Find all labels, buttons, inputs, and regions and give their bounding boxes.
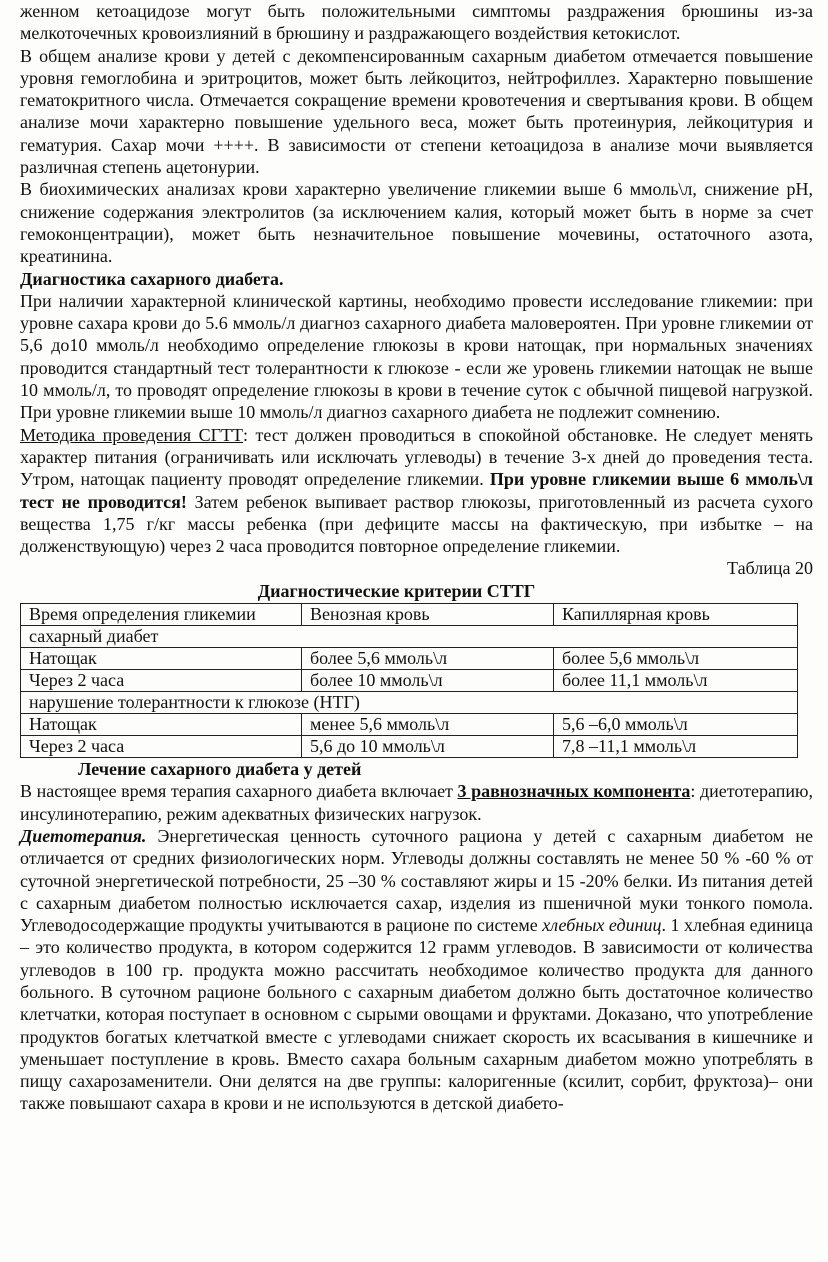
table-cell: менее 5,6 ммоль\л <box>302 714 554 736</box>
table-cell: Через 2 часа <box>21 670 302 692</box>
method-label: Методика проведения СГТТ <box>20 424 244 445</box>
treatment-text-1: В настоящее время терапия сахарного диабета включает <box>20 781 458 802</box>
table-row <box>21 736 798 758</box>
table-group-row <box>21 692 798 714</box>
header-cell: Время определения гликемии <box>21 604 302 626</box>
paragraph-ketoacidosis: женном кетоацидозе могут быть положительными симптомы раздражения брюшины из-за мелкоточечных кровоизлияний в брюшину и раздражающего воздействия кетокислот. <box>20 1 813 44</box>
table-row <box>21 714 798 736</box>
table-header-row <box>21 604 798 626</box>
table-title: Диагностические критерии СТТГ <box>257 580 536 601</box>
table-row <box>21 648 798 670</box>
paragraph-blood-analysis: В общем анализе крови у детей с декомпенсированным сахарным диабетом отмечается повышение уровня гемоглобина и эритроцитов, может быть лейкоцитоз, нейтрофиллез. Характерно повышение гематокритного числа. Отмечается сокращение времени кровотечения и свертывания крови. В общем анализе мочи характерно повышение удельного веса, может быть протеинурия, лейкоцитурия и гематурия. Сахар мочи ++++. В зависимости от степени кетоацидоза в анализе мочи выявляется различная степень ацетонурии. <box>20 45 813 178</box>
group-cell-diabetes: сахарный диабет <box>21 626 798 648</box>
method-text-1: : тест должен проводиться в спокойной обстановке. Не следует менять характер питания (ограничивать или исключать углеводы) в течение 3-х дней до проведения теста. Утром, натощак пациенту проводят определение гликемии. <box>20 424 814 490</box>
paragraph-diet <box>20 825 813 1115</box>
treatment-text-2: : диетотерапию, инсулинотерапию, режим адекватных физических нагрузок. <box>20 781 813 824</box>
table-cell: 7,8 –11,1 ммоль\л <box>554 736 798 758</box>
heading-diagnostics: Диагностика сахарного диабета. <box>20 268 284 289</box>
method-warning: При уровне гликемии выше 6 ммоль\л тест не проводится! <box>20 469 813 512</box>
header-cell: Капиллярная кровь <box>554 604 798 626</box>
criteria-table <box>20 603 798 758</box>
paragraph-treatment <box>20 780 813 825</box>
treatment-components: 3 равнозначных компонента <box>457 781 691 802</box>
table-cell: Через 2 часа <box>21 736 302 758</box>
heading-treatment: Лечение сахарного диабета у детей <box>78 759 362 780</box>
table-cell: Натощак <box>21 714 302 736</box>
group-cell-ntg: нарушение толерантности к глюкозе (НТГ) <box>21 692 798 714</box>
table-cell: более 5,6 ммоль\л <box>302 648 554 670</box>
method-text-2: Затем ребенок выпивает раствор глюкозы, приготовленный из расчета сухого вещества 1,75 г/кг массы ребенка (при дефиците массы на фактическую, при избытке – на долженствующую) через 2 часа проводится повторное определение гликемии. <box>20 491 814 557</box>
diet-text-2: . 1 хлебная единица – это количество продукта, в котором содержится 12 грамм углеводов. В зависимости от количества углеводов в 100 гр. продукта можно рассчитать необходимое количество продукта для данного больного. В суточном рационе больного с сахарным диабетом должно быть достаточное количество клетчатки, которая поступает в основном с сырыми овощами и фруктами. Доказано, что употребление продуктов богатых клетчаткой вместе с углеводами снижает скорость их всасывания в кишечнике и уменьшает поступление в кровь. Вместо сахара больным сахарным диабетом можно употреблять в пищу сахарозаменители. Они делятся на две группы: калоригенные (ксилит, сорбит, фруктоза)– они также повышают сахара в крови и не используются в детской диабето- <box>20 915 814 1114</box>
table-cell: 5,6 до 10 ммоль\л <box>302 736 554 758</box>
diet-bread-units: хлебных единиц <box>542 915 662 936</box>
table-number: Таблица 20 <box>727 558 813 579</box>
table-cell: более 5,6 ммоль\л <box>554 648 798 670</box>
table-group-row <box>21 626 798 648</box>
table-cell: 5,6 –6,0 ммоль\л <box>554 714 798 736</box>
diet-text-1: Энергетическая ценность суточного рациона у детей с сахарным диабетом не отличается от средних физиологических норм. Углеводы должны составлять не менее 50 % -60 % от суточной энергетической потребности, 25 –30 % составляют жиры и 15 -20% белки. Из питания детей с сахарным диабетом полностью исключается сахар, изделия из пшеничной муки тонкого помола. Углеводосодержащие продукты учитываются в рационе по системе <box>20 825 813 936</box>
table-cell: Натощак <box>21 648 302 670</box>
table-cell: более 10 ммоль\л <box>302 670 554 692</box>
paragraph-diagnostics: При наличии характерной клинической картины, необходимо провести исследование гликемии: при уровне сахара крови до 5.6 ммоль/л диагноз сахарного диабета маловероятен. При уровне гликемии от 5,6 до10 ммоль/л необходимо определение глюкозы в крови натощак, при нормальных значениях проводится стандартный тест толерантности к глюкозе - если же уровень гликемии натощак не выше 10 ммоль/л, то проводят определение глюкозы в крови в течение суток с обычной пищевой нагрузкой. При уровне гликемии выше 10 ммоль/л диагноз сахарного диабета не подлежит сомнению. <box>20 290 813 423</box>
header-cell: Венозная кровь <box>302 604 554 626</box>
table-row <box>21 670 798 692</box>
paragraph-method <box>20 424 813 558</box>
paragraph-biochemistry: В биохимических анализах крови характерно увеличение гликемии выше 6 ммоль\л, снижение pH, снижение содержания электролитов (за исключением калия, который может быть в норме за счет гемоконцентрации), может быть незначительное повышение мочевины, остаточного азота, креатинина. <box>20 179 813 267</box>
diet-label: Диетотерапия. <box>20 825 147 846</box>
table-cell: более 11,1 ммоль\л <box>554 670 798 692</box>
